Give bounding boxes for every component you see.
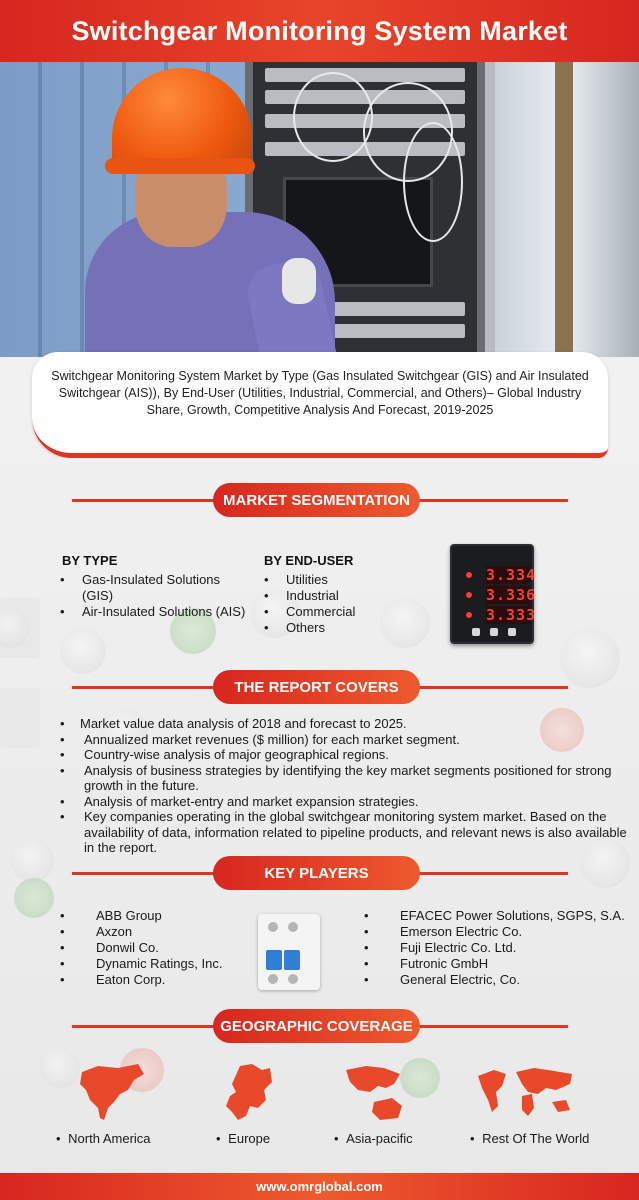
list-item: • Dynamic Ratings, Inc.	[58, 956, 248, 972]
list-item: • Gas-Insulated Solutions (GIS)	[58, 572, 248, 604]
meter-reading: 3.334	[486, 566, 537, 584]
region-label: • Asia-pacific	[334, 1131, 413, 1146]
key-players-left-list	[58, 908, 248, 988]
section-market-segmentation: MARKET SEGMENTATION	[213, 483, 420, 517]
key-players-right-list	[362, 908, 632, 988]
list-item: • Donwil Co.	[58, 940, 248, 956]
by-type-heading: BY TYPE	[62, 553, 118, 568]
list-item: • Fuji Electric Co. Ltd.	[362, 940, 632, 956]
section-geographic-coverage: GEOGRAPHIC COVERAGE	[213, 1009, 420, 1043]
list-item: • Futronic GmbH	[362, 956, 632, 972]
footer-bar	[0, 1173, 639, 1200]
section-report-covers: THE REPORT COVERS	[213, 670, 420, 704]
page-title: Switchgear Monitoring System Market	[71, 15, 568, 46]
list-item: • Analysis of market-entry and market expansion strategies.	[58, 794, 639, 810]
list-item: • Market value data analysis of 2018 and forecast to 2025.	[58, 716, 639, 732]
report-description-box	[32, 352, 608, 458]
header-banner	[0, 0, 639, 62]
list-item: • Emerson Electric Co.	[362, 924, 632, 940]
section-key-players: KEY PLAYERS	[213, 856, 420, 890]
list-item: • Axzon	[58, 924, 248, 940]
list-item: • Commercial	[262, 604, 412, 620]
report-covers-list	[58, 716, 639, 856]
hero-photo	[0, 62, 639, 357]
circuit-breaker-icon	[258, 914, 320, 990]
region-label: • North America	[56, 1131, 151, 1146]
by-end-user-heading: BY END-USER	[264, 553, 354, 568]
website-link[interactable]: www.omrglobal.com	[256, 1179, 383, 1194]
cabinet-door	[495, 62, 639, 357]
list-item: • Analysis of business strategies by identifying the key market segments positioned for strong growth in the future.	[58, 763, 639, 794]
meter-reading: 3.336	[486, 586, 537, 604]
by-type-list	[58, 572, 248, 620]
region-label: • Europe	[216, 1131, 271, 1146]
digital-meter-icon	[450, 544, 537, 644]
list-item: • Industrial	[262, 588, 412, 604]
meter-reading: 3.333	[486, 606, 537, 624]
europe-map-icon	[222, 1062, 274, 1124]
list-item: • General Electric, Co.	[362, 972, 632, 988]
report-description: Switchgear Monitoring System Market by Type (Gas Insulated Switchgear (GIS) and Air Insulated Switchgear (AIS)), By End-User (Utilities, Industrial, Commercial, and Others)– Global Industry Share, Growth, Competitive Analysis And Forecast, 2019-2025	[51, 369, 589, 417]
world-map-icon	[476, 1062, 576, 1124]
list-item: • Key companies operating in the global switchgear monitoring system market. Based on the availability of data, information related to pipeline products, and relevant news is also available in the report.	[58, 809, 639, 856]
list-item: • ABB Group	[58, 908, 248, 924]
list-item: • Air-Insulated Solutions (AIS)	[58, 604, 248, 620]
north-america-map-icon	[78, 1062, 146, 1124]
list-item: • Country-wise analysis of major geographical regions.	[58, 747, 639, 763]
list-item: • Annualized market revenues ($ million) for each market segment.	[58, 732, 639, 748]
list-item: • EFACEC Power Solutions, SGPS, S.A.	[362, 908, 632, 924]
list-item: • Utilities	[262, 572, 412, 588]
region-label: • Rest Of The World	[470, 1131, 590, 1146]
list-item: • Others	[262, 620, 412, 636]
asia-pacific-map-icon	[340, 1062, 412, 1124]
by-end-user-list	[262, 572, 412, 636]
list-item: • Eaton Corp.	[58, 972, 248, 988]
